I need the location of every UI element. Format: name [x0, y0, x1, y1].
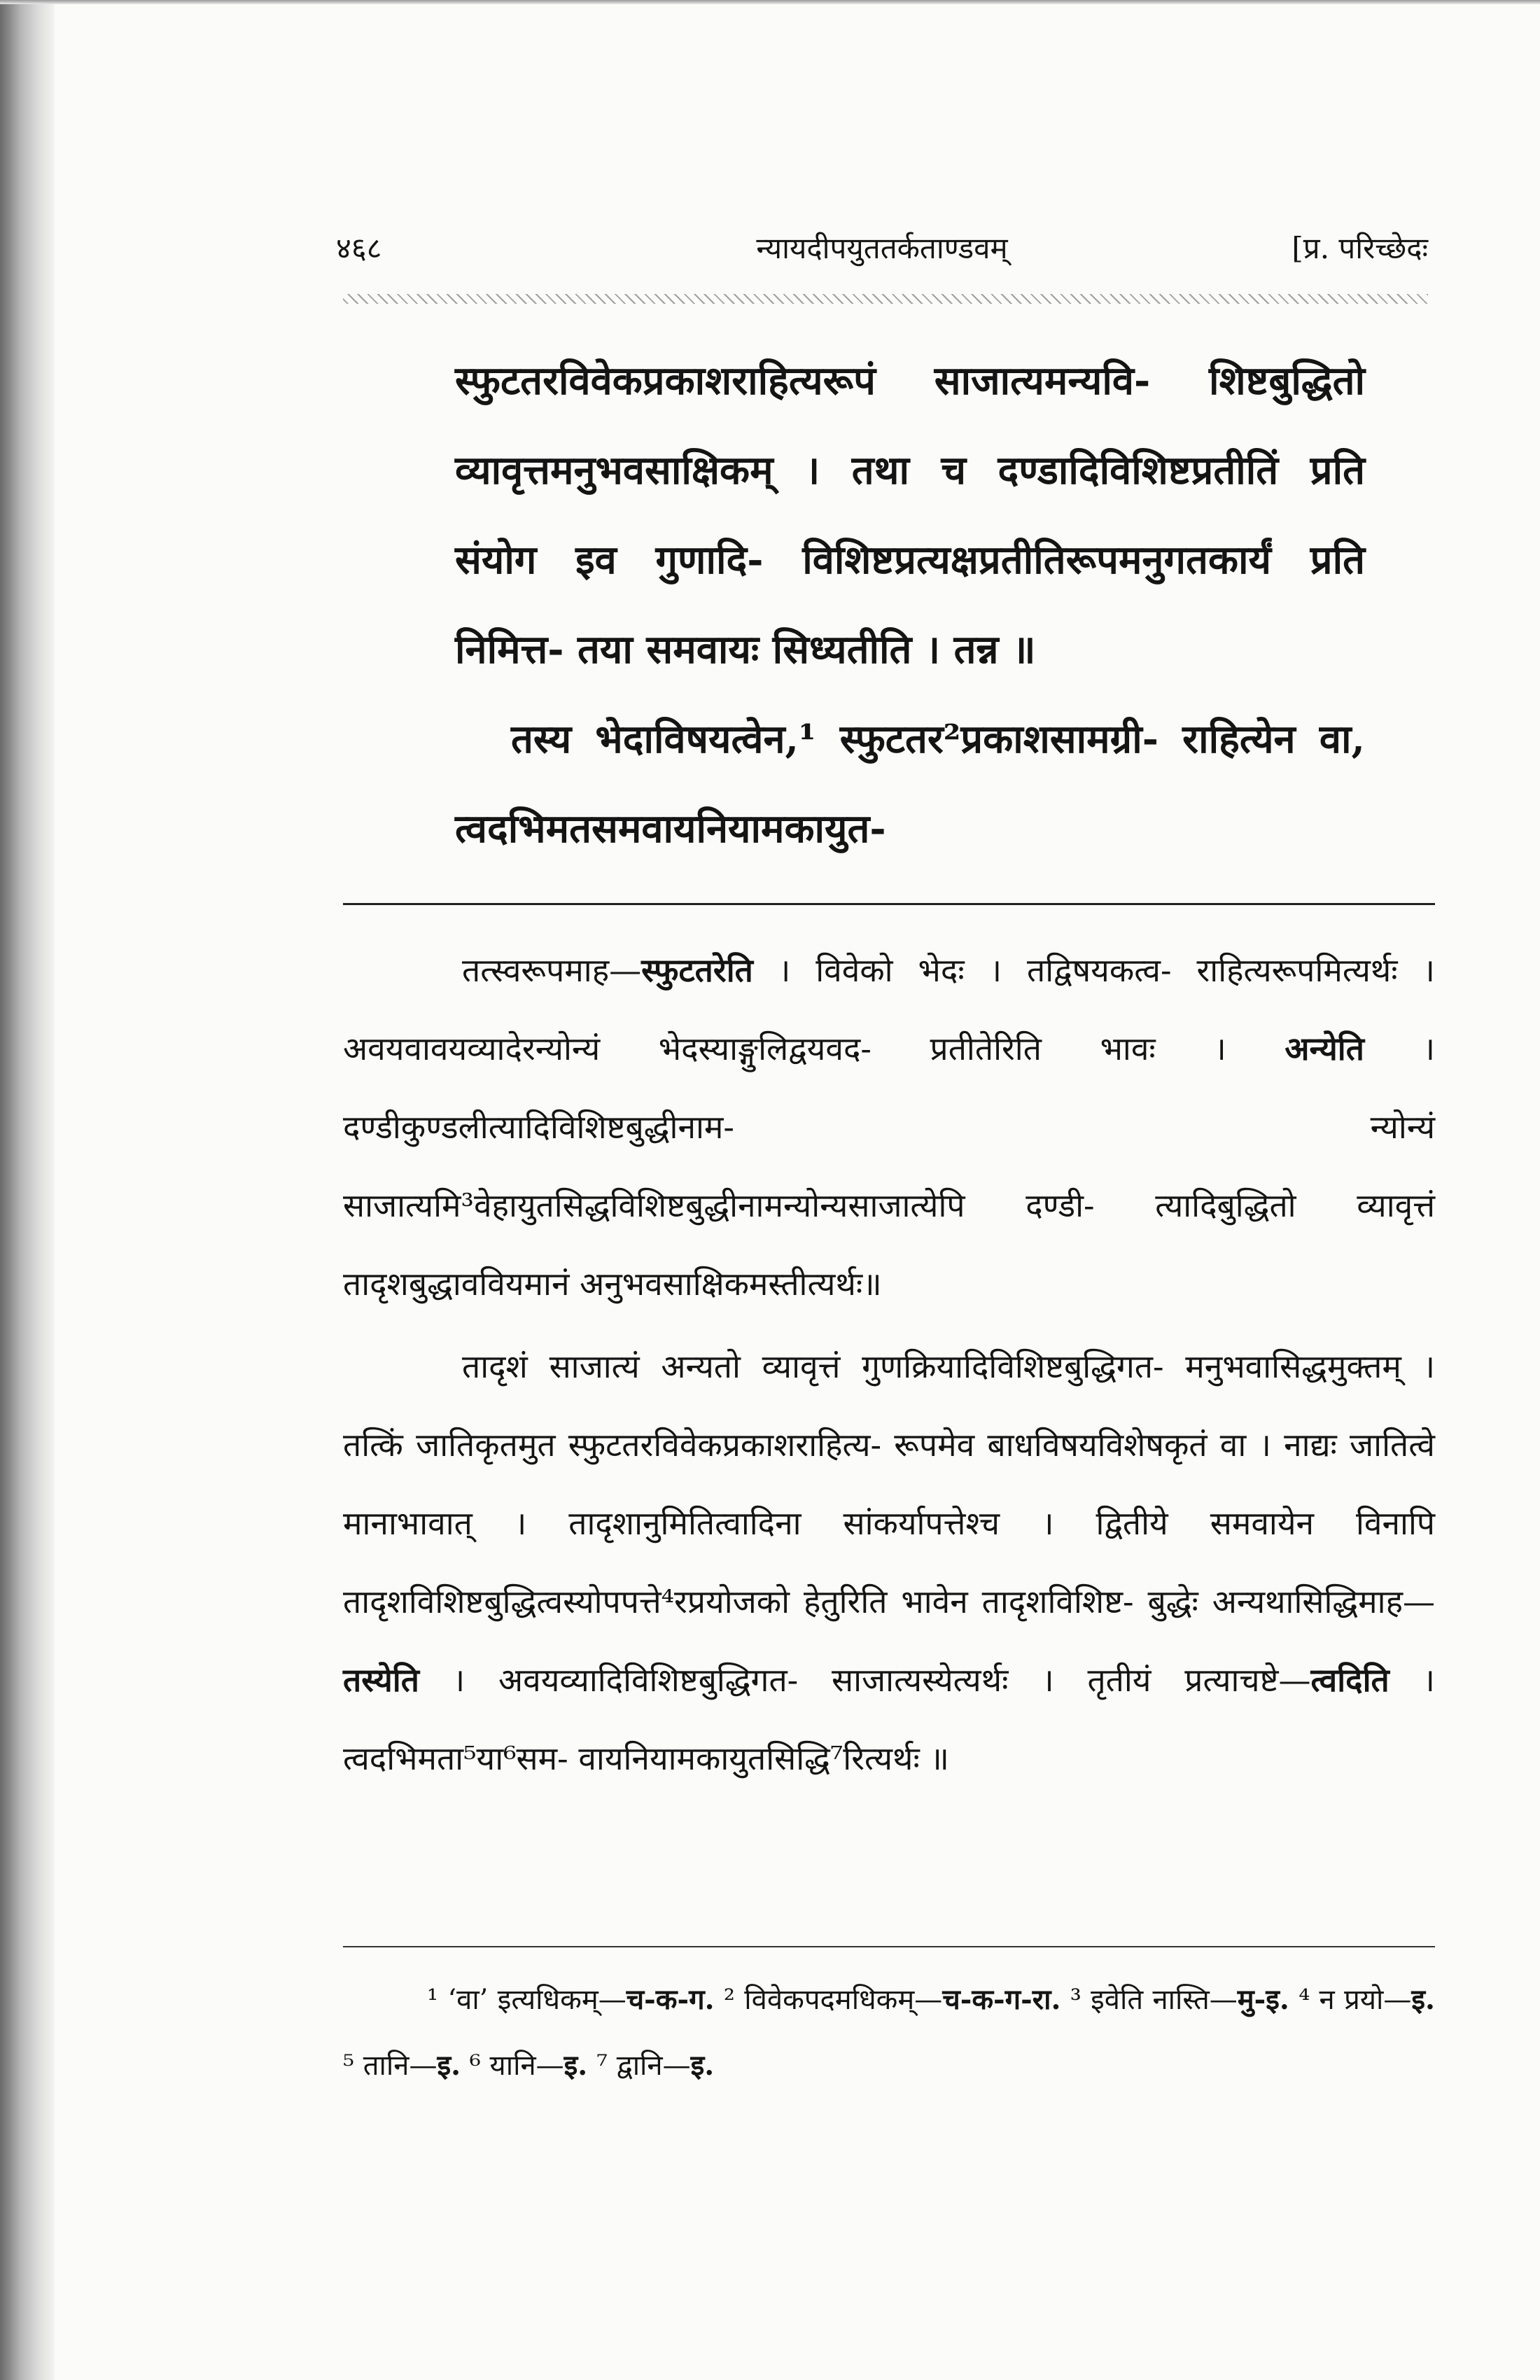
footnote-divider	[343, 1946, 1435, 1947]
footnote-source: इ.	[690, 2049, 715, 2082]
commentary-text: । दण्डीकुण्डलीत्यादिविशिष्टबुद्धीनाम- न्योन्यं साजात्यमि³वेहायुतसिद्धविशिष्टबुद्धीनामन्योन्यसाजात्येपि दण्डी- त्यादिबुद्धितो व्यावृत्तं तादृशबुद्धाववियमानं अनुभवसाक्षिकमस्तीत्यर्थः॥	[343, 1030, 1436, 1303]
commentary-divider	[343, 903, 1435, 905]
commentary-text: । त्वदभिमता⁵या⁶सम- वायनियामकायुतसिद्धि⁷रित्यर्थः ॥	[343, 1661, 1435, 1777]
commentary-keyword: त्वदिति	[1310, 1661, 1390, 1699]
footnote-text: ⁶ यानि—	[461, 2050, 564, 2082]
wavy-rule	[343, 294, 1428, 304]
section-label: [प्र. परिच्छेदः	[1292, 231, 1428, 265]
footnote-source: च-क-ग.	[626, 1983, 715, 2016]
main-paragraph: स्फुटतरविवेकप्रकाशराहित्यरूपं साजात्यमन्यवि- शिष्टबुद्धितो व्यावृत्तमनुभवसाक्षिकम् । तथा च दण्डादिविशिष्टप्रतीतिं प्रति संयोग इव गुणादि- विशिष्टप्रत्यक्षप्रतीतिरूपमनुगतकार्यं प्रति निमित्त- तया समवायः सिध्यतीति । तन्न ॥	[455, 358, 1365, 673]
commentary	[343, 931, 1435, 1798]
page-number: ४६८	[336, 231, 382, 265]
running-title: न्यायदीपयुततर्कताण्डवम्	[756, 231, 1008, 265]
footnote-text: ⁵ तानि—	[343, 2050, 438, 2082]
footnote-source: इ.	[1411, 1983, 1435, 2016]
footnote-text: ⁷ द्वानि—	[587, 2050, 691, 2082]
footnote-source: च-क-ग-रा.	[942, 1983, 1061, 2016]
footnote-text: ² विवेकपदमधिकम्—	[714, 1984, 943, 2016]
page-binding-edge	[0, 0, 55, 2380]
commentary-paragraph	[343, 931, 1435, 1323]
main-paragraph: तस्य भेदाविषयत्वेन,¹ स्फुटतर²प्रकाशसामग्री- राहित्येन वा, त्वदभिमतसमवायनियामकायुत-	[455, 716, 1365, 852]
page-top-edge	[0, 0, 1540, 4]
running-header	[336, 227, 1428, 276]
commentary-paragraph	[343, 1327, 1435, 1798]
footnote-source: इ.	[437, 2049, 461, 2082]
footnote-block	[343, 1967, 1435, 2099]
commentary-keyword: स्फुटतरेति	[641, 951, 753, 989]
commentary-text: तत्स्वरूपमाह—	[462, 951, 642, 989]
footnote-source: इ.	[564, 2049, 588, 2082]
commentary-text: । अवयव्यादिविशिष्टबुद्धिगत- साजात्यस्येत्यर्थः । तृतीयं प्रत्याचष्टे—	[419, 1661, 1311, 1699]
commentary-text: तादृशं साजात्यं अन्यतो व्यावृत्तं गुणक्रियादिविशिष्टबुद्धिगत- मनुभवासिद्धमुक्तम् । तत्किं जातिकृतमुत स्फुटतरविवेकप्रकाशराहित्य- रूपमेव बाधविषयविशेषकृतं वा । नाद्यः जातित्वे मानाभावात् । तादृशानुमितित्वादिना सांकर्यापत्तेश्च । द्वितीये समवायेन विनापि तादृशविशिष्टबुद्धित्वस्योपपत्ते⁴रप्रयोजको हेतुरिति भावेन तादृशविशिष्ट- बुद्धेः अन्यथासिद्धिमाह—	[343, 1348, 1435, 1620]
footnotes	[343, 1967, 1435, 2099]
footnote-source: मु-इ.	[1237, 1983, 1289, 2016]
footnote-text: ⁴ न प्रयो—	[1289, 1984, 1412, 2016]
main-text	[455, 336, 1365, 874]
commentary-keyword: अन्येति	[1284, 1030, 1364, 1068]
footnote-text: ¹ ‘वा’ इत्यधिकम्—	[427, 1984, 626, 2016]
commentary-text: । विवेको भेदः । तद्विषयकत्व- राहित्यरूपमित्यर्थः । अवयवावयव्यादेरन्योन्यं भेदस्याङ्गुलिद्वयवद- प्रतीतेरिति भावः ।	[343, 951, 1435, 1068]
commentary-keyword: तस्येति	[343, 1661, 419, 1699]
footnote-text: ³ इवेति नास्ति—	[1060, 1984, 1238, 2016]
